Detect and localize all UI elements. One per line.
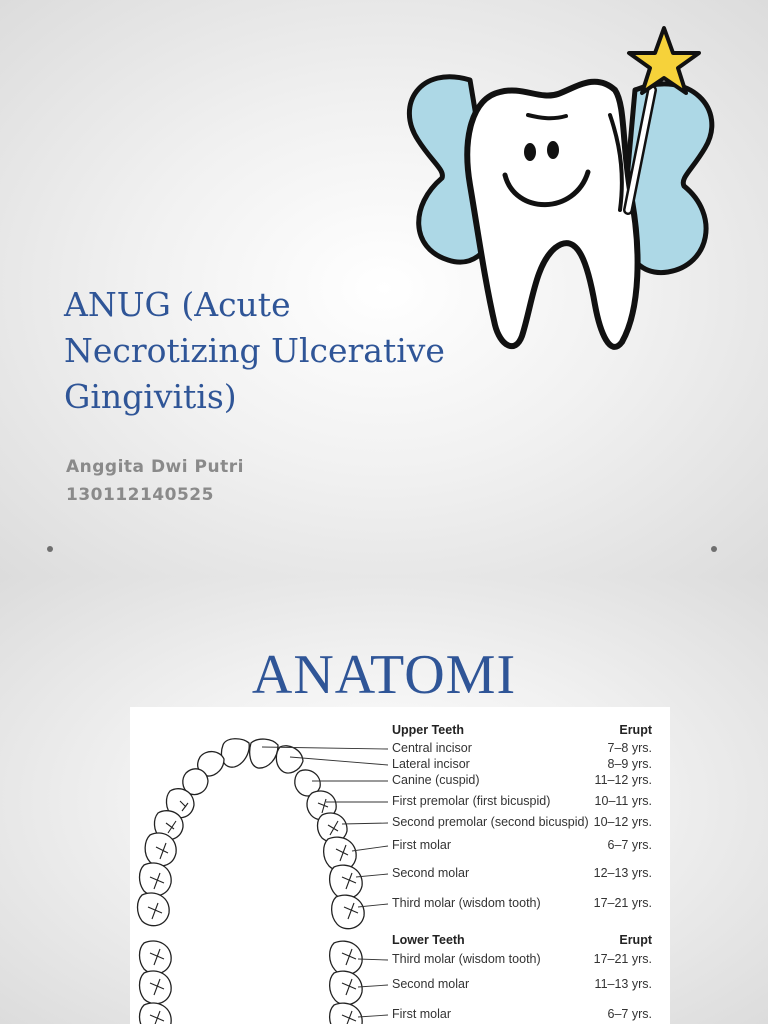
tooth-name: Lateral incisor [392,757,470,771]
tooth-name: Central incisor [392,741,472,755]
tooth-name: Second molar [392,977,470,991]
anatomy-slide [0,577,768,1024]
erupt-age: 11–13 yrs. [594,977,652,991]
erupt-age: 10–12 yrs. [593,815,652,829]
tooth-name: First molar [392,838,452,852]
tooth-name: Canine (cuspid) [392,773,480,787]
teeth-eruption-chart [130,707,670,1024]
tooth-name: First premolar (first bicuspid) [392,794,551,808]
lower-arch [140,941,363,1024]
tooth-name: Second premolar (second bicuspid) [392,815,589,829]
erupt-age: 8–9 yrs. [607,757,652,771]
slide-dot-left [47,546,53,552]
student-id: 130112140525 [66,485,214,505]
erupt-age: 17–21 yrs. [593,896,652,910]
lower-teeth-header: Lower Teeth [392,933,465,947]
tooth-name: First molar [392,1007,452,1021]
upper-arch [138,739,365,929]
slide-title: ANATOMI [251,644,517,706]
author-name: Anggita Dwi Putri [66,457,244,477]
slide-dot-right [711,546,717,552]
tooth-name: Second molar [392,866,470,880]
erupt-age: 6–7 yrs. [607,838,652,852]
leader-lines [262,747,388,1017]
erupt-age: 7–8 yrs. [607,741,652,755]
lower-erupt-header: Erupt [619,933,652,947]
erupt-age: 11–12 yrs. [594,773,652,787]
erupt-age: 6–7 yrs. [607,1007,652,1021]
upper-erupt-header: Erupt [619,723,652,737]
erupt-age: 12–13 yrs. [593,866,652,880]
upper-teeth-header: Upper Teeth [392,723,464,737]
tooth-name: Third molar (wisdom tooth) [392,952,541,966]
erupt-age: 10–11 yrs. [594,794,652,808]
tooth-name: Third molar (wisdom tooth) [392,896,541,910]
presentation-title: ANUG (Acute Necrotizing Ulcerative Gingivitis) [64,285,445,416]
erupt-age: 17–21 yrs. [593,952,652,966]
